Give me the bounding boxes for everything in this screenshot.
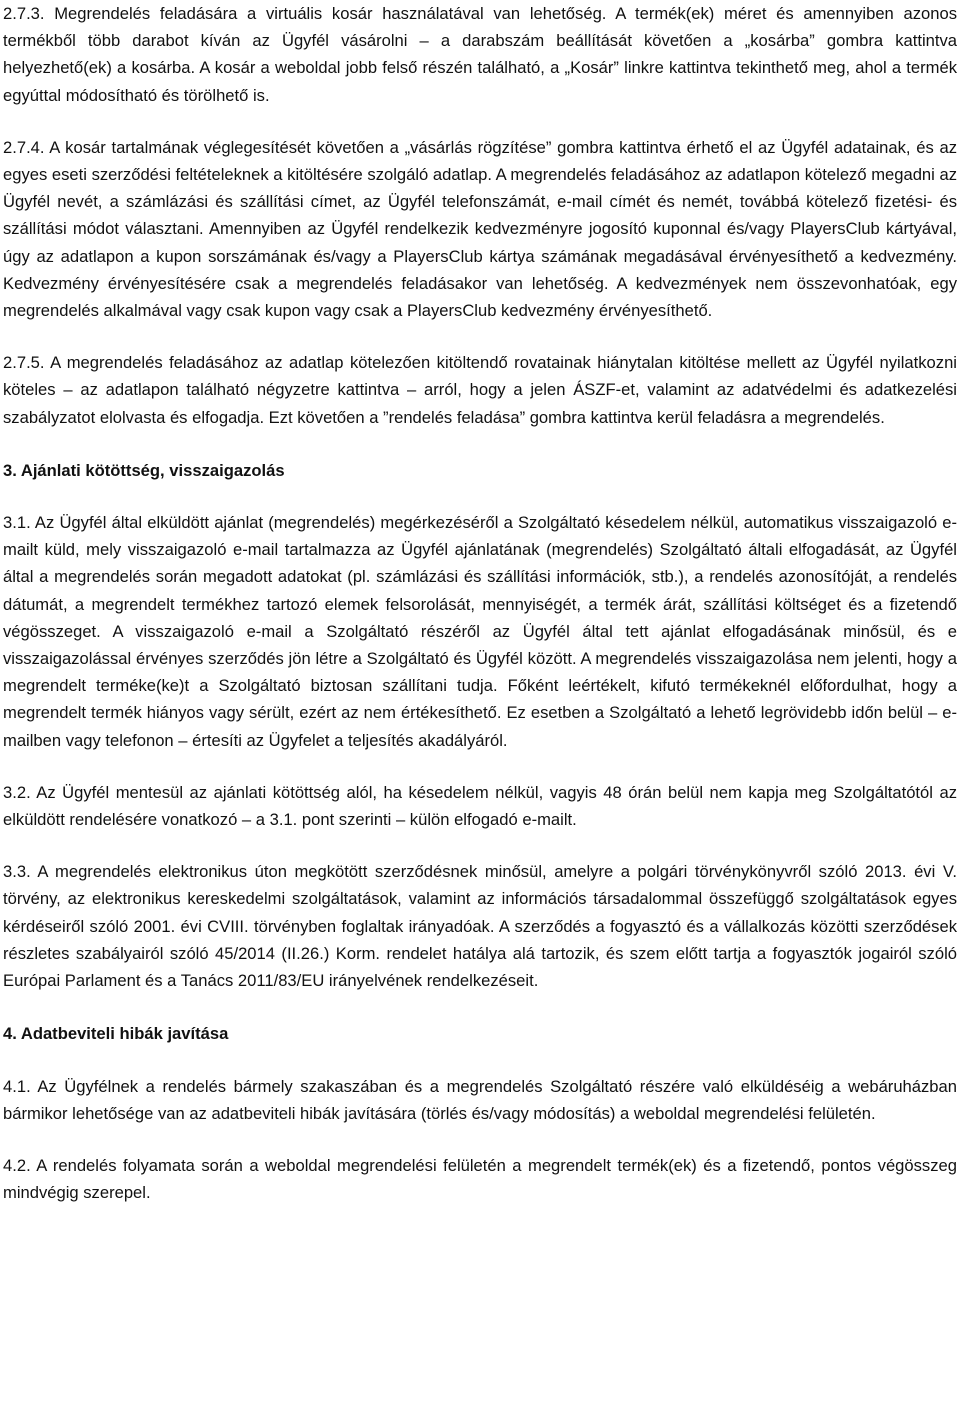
paragraph-4-2: 4.2. A rendelés folyamata során a weboldal megrendelési felületén a megrendelt termék(ek) és a fizetendő, pontos végösszeg mindvégig szerepel. xyxy=(3,1155,957,1203)
paragraph-3-3: 3.3. A megrendelés elektronikus úton megkötött szerződésnek minősül, amelyre a polgári törvénykönyvről szóló 2013. évi V. törvény, az elektronikus kereskedelmi szolgáltatások, valamint az információs társadalommal összefüggő szolgáltatások egyes kérdéseiről szóló 2001. évi CVIII. törvényben foglaltak irányadóak. A szerződés a fogyasztó és a vállalkozás közötti szerződések részletes szabályairól szóló 45/2014 (II.26.) Korm. rendelet hatálya alá tartozik, és szem előtt tartja a fogyasztók jogairól szóló Európai Parlament és a Tanács 2011/83/EU irányelvének rendelkezéseit. xyxy=(3,862,957,991)
paragraph-3-2: 3.2. Az Ügyfél mentesül az ajánlati kötöttség alól, ha késedelem nélkül, vagyis 48 órán belül nem kapja meg Szolgáltatótól az elküldött rendelésére vonatkozó – a 3.1. pont szerinti – külön elfogadó e-mailt. xyxy=(3,782,957,830)
section-heading-3: 3. Ajánlati kötöttség, visszaigazolás xyxy=(3,460,285,480)
paragraph-2-7-3: 2.7.3. Megrendelés feladására a virtuális kosár használatával van lehetőség. A termék(ek) méret és amennyiben azonos termékből több darabot kíván az Ügyfél vásárolni – a darabszám beállítását követően a „kosárba” gombra kattintva helyezhető(ek) a kosárba. A kosár a weboldal jobb felső részén található, a „Kosár” linkre kattintva tekinthető meg, ahol a termék egyúttal módosítható és törölhető is. xyxy=(3,4,957,105)
section-heading-4: 4. Adatbeviteli hibák javítása xyxy=(3,1024,229,1044)
paragraph-2-7-4: 2.7.4. A kosár tartalmának véglegesítését követően a „vásárlás rögzítése” gombra kattintva érhető el az Ügyfél adatainak, és az egyes eseti szerződési feltételeknek a kitöltésére szolgáló adatlap. A megrendelés feladásához az adatlapon kötelező megadni az Ügyfél nevét, a számlázási és szállítási címet, az Ügyfél telefonszámát, e-mail címét és nemét, továbbá kötelező fizetési- és szállítási módot választani. Amennyiben az Ügyfél rendelkezik kedvezményre jogosító kuponnal és/vagy PlayersClub kártyával, úgy az adatlapon a kupon sorszámának és/vagy a PlayersClub kártya számának megadásával érvényesíthető a kedvezmény. Kedvezmény érvényesítésére csak a megrendelés feladásakor van lehetőség. A kedvezmények nem összevonhatóak, egy megrendelés alkalmával vagy csak kupon vagy csak a PlayersClub kedvezmény érvényesíthető. xyxy=(3,137,957,321)
paragraph-2-7-5: 2.7.5. A megrendelés feladásához az adatlap kötelezően kitöltendő rovatainak hiánytalan kitöltése mellett az Ügyfél nyilatkozni köteles – az adatlapon található négyzetre kattintva – arról, hogy a jelen ÁSZF-et, valamint az adatvédelmi és adatkezelési szabályzatot elolvasta és elfogadja. Ezt követően a ”rendelés feladása” gombra kattintva kerül feladásra a megrendelés. xyxy=(3,353,957,427)
document-page xyxy=(3,0,957,1206)
paragraph-3-1: 3.1. Az Ügyfél által elküldött ajánlat (megrendelés) megérkezéséről a Szolgáltató késedelem nélkül, automatikus visszaigazoló e-mailt küld, mely visszaigazoló e-mail tartalmazza az Ügyfél ajánlatának (megrendelés) Szolgáltató általi elfogadását, az Ügyfél által a megrendelés során megadott adatokat (pl. számlázási és szállítási információk, stb.), a rendelés azonosítóját, a rendelés dátumát, a megrendelt termékhez tartozó elemek felsorolását, mennyiségét, a termék árát, szállítási költséget és a fizetendő végösszeget. A visszaigazoló e-mail a Szolgáltató részéről az Ügyfél által tett ajánlat elfogadásának minősül, és e visszaigazolással érvényes szerződés jön létre a Szolgáltató és Ügyfél között. A megrendelés visszaigazolása nem jelenti, hogy a megrendelt terméke(ke)t a Szolgáltató biztosan szállítani tudja. Főként leértékelt, kifutó termékeknél előfordulhat, hogy a megrendelt termék hiányos vagy sérült, ezért az nem értékesíthető. Ez esetben a Szolgáltató a lehető legrövidebb időn belül – e-mailben vagy telefonon – értesíti az Ügyfelet a teljesítés akadályáról. xyxy=(3,513,957,750)
paragraph-4-1: 4.1. Az Ügyfélnek a rendelés bármely szakaszában és a megrendelés Szolgáltató részére való elküldéséig a webáruházban bármikor lehetősége van az adatbeviteli hibák javítására (törlés és/vagy módosítás) a weboldal megrendelési felületén. xyxy=(3,1076,957,1123)
